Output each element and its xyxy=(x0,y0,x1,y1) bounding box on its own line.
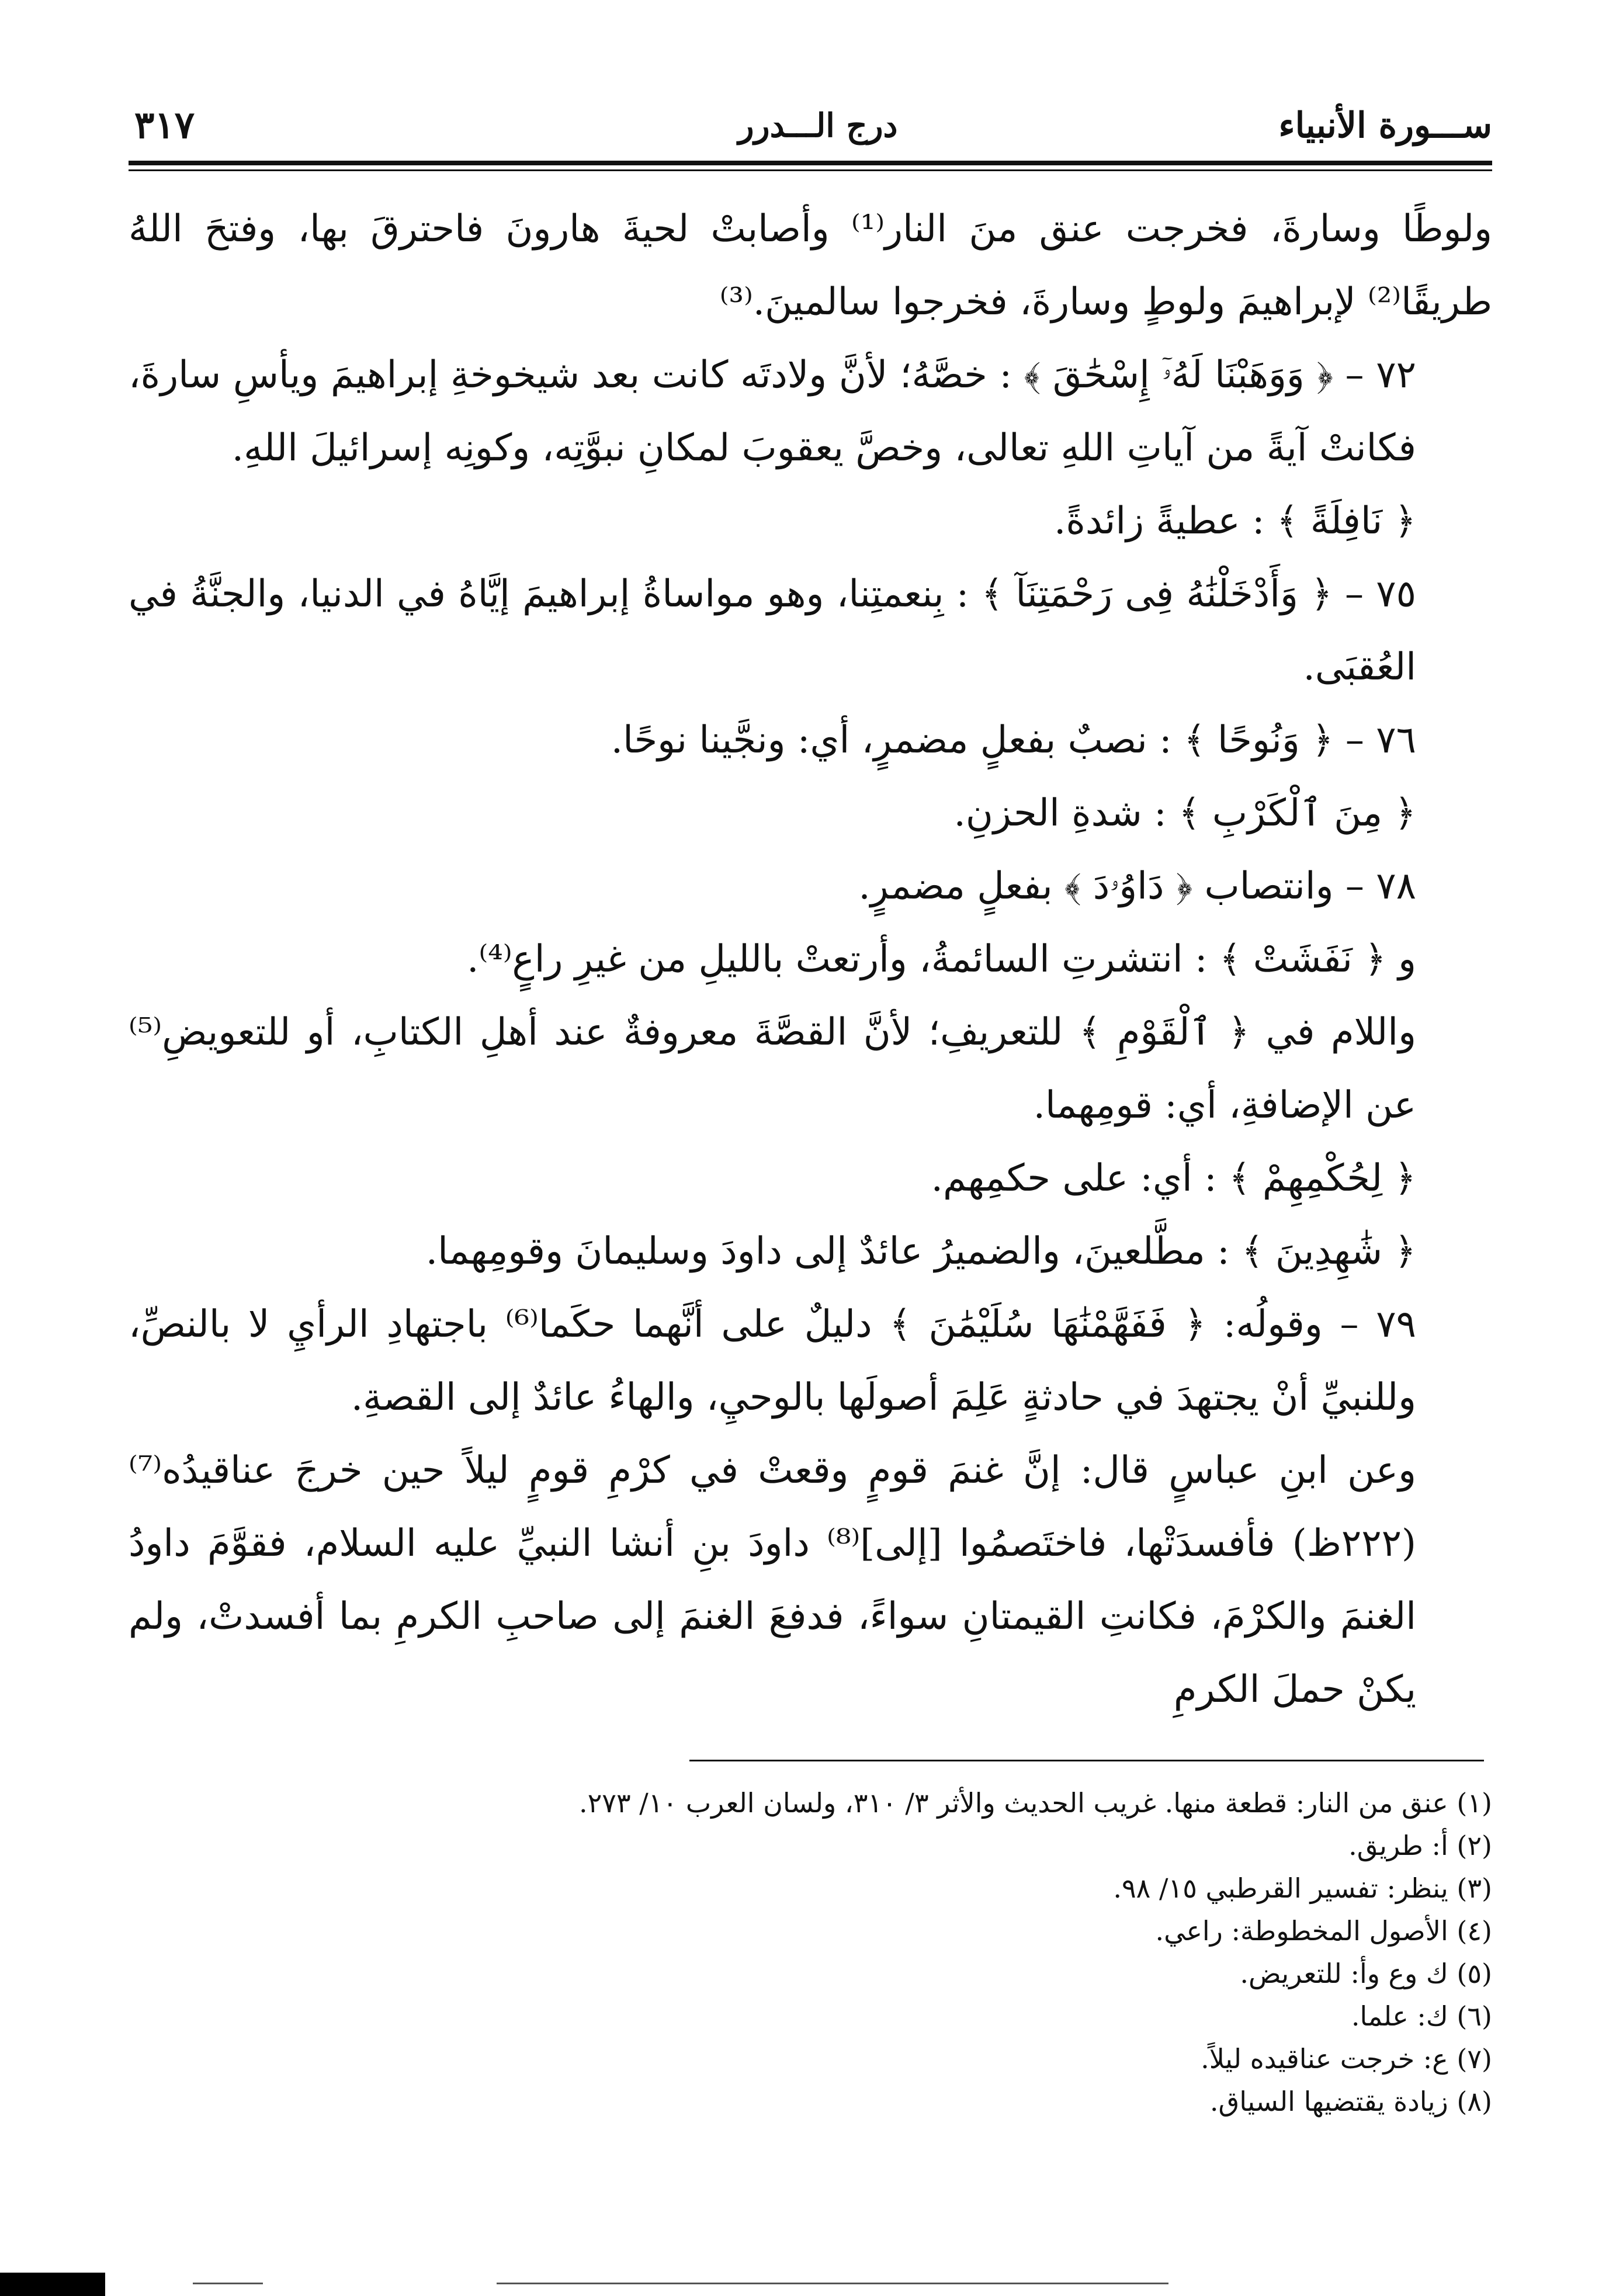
paragraph: ﴿ لِحُكْمِهِمْ ﴾ : أي: على حكمِهم. xyxy=(931,1157,1416,1200)
header-rule-thin xyxy=(129,169,1492,171)
scan-dash xyxy=(497,2283,1168,2284)
footnote: (٨) زيادة يقتضيها السياق. xyxy=(1209,2086,1492,2117)
paragraph: ولوطًا وسارةَ، فخرجت عنق منَ النار⁽¹⁾ وأصابتْ لحيةَ هارونَ فاحترقَ بها، وفتحَ اللهُ طريقًا⁽²⁾ لإبراهيمَ ولوطٍ وسارةَ، فخرجوا سالمينَ.⁽³⁾ xyxy=(129,207,1492,324)
footnote: (١) عنق من النار: قطعة منها. غريب الحديث والأثر ٣/ ٣١٠، ولسان العرب ١٠/ ٢٧٣. xyxy=(578,1787,1492,1819)
footnotes xyxy=(324,1782,1492,2123)
paragraph: ٧٦ – ﴿ وَنُوحًا ﴾ : نصبٌ بفعلٍ مضمرٍ، أي: ونجَّينا نوحًا. xyxy=(611,719,1416,762)
footnote: (٢) أ: طريق. xyxy=(1348,1830,1492,1861)
footnote: (٥) ك وع وأ: للتعريض. xyxy=(1240,1958,1492,1989)
main-text xyxy=(129,193,1492,1726)
page-number: ٣١٧ xyxy=(134,103,195,147)
footnote-separator xyxy=(689,1760,1484,1761)
paragraph: ﴿ نَافِلَةً ﴾ : عطيةً زائدةً. xyxy=(1054,500,1416,543)
surah-title: ســـورة الأنبياء xyxy=(1278,105,1492,146)
paragraph: ٧٨ – وانتصاب ﴿ دَاوُۥدَ ﴾ بفعلٍ مضمرٍ. xyxy=(858,865,1416,908)
header-rule-thick xyxy=(129,161,1492,165)
footnote: (٦) ك: علما. xyxy=(1351,2000,1492,2032)
paragraph: واللام في ﴿ ٱلْقَوْمِ ﴾ للتعريفِ؛ لأنَّ القصَّةَ معروفةٌ عند أهلِ الكتابِ، أو للتعويضِ⁽⁵⁾ عن الإضافةِ، أي: قومِهما. xyxy=(129,1011,1416,1127)
paragraph: ٧٩ – وقولُه: ﴿ فَفَهَّمْنَٰهَا سُلَيْمَٰنَ ﴾ دليلٌ على أنَّهما حكَما⁽⁶⁾ باجتهادِ الرأيِ لا بالنصِّ، وللنبيِّ أنْ يجتهدَ في حادثةٍ عَلِمَ أصولَها بالوحيِ، والهاءُ عائدٌ إلى القصةِ. xyxy=(129,1303,1417,1419)
paragraph: ﴿ مِنَ ٱلْكَرْبِ ﴾ : شدةِ الحزنِ. xyxy=(953,792,1416,835)
paragraph: ٧٢ – ﴿ وَوَهَبْنَا لَهُۥٓ إِسْحَٰقَ ﴾ : خصَّهُ؛ لأنَّ ولادتَه كانت بعد شيخوخةِ إبراهيمَ ويأسِ سارةَ، فكانتْ آيةً من آياتِ اللهِ تعالى، وخصَّ يعقوبَ لمكانِ نبوَّتِه، وكونِه إسرائيلَ اللهِ. xyxy=(129,353,1416,470)
footnote: (٣) ينظر: تفسير القرطبي ١٥/ ٩٨. xyxy=(1113,1872,1492,1904)
paragraph: و ﴿ نَفَشَتْ ﴾ : انتشرتِ السائمةُ، وأرتعتْ بالليلِ من غيرِ راعٍ⁽⁴⁾. xyxy=(467,938,1416,981)
paragraph: ﴿ شَٰهِدِينَ ﴾ : مطَّلعينَ، والضميرُ عائدٌ إلى داودَ وسليمانَ وقومِهما. xyxy=(425,1230,1416,1273)
paragraph: وعن ابنِ عباسٍ قال: إنَّ غنمَ قومٍ وقعتْ في كرْمِ قومٍ ليلاً حين خرجَ عناقيدُه⁽⁷⁾ (٢٢٢ظ) فأفسدَتْها، فاختَصمُوا [إلى]⁽⁸⁾ داودَ بنِ أنشا النبيِّ عليه السلام، فقوَّمَ داودُ الغنمَ والكرْمَ، فكانتِ القيمتانِ سواءً، فدفعَ الغنمَ إلى صاحبِ الكرمِ بما أفسدتْ، ولم يكنْ حملَ الكرمِ xyxy=(129,1449,1416,1711)
scan-edge-mark xyxy=(0,2273,105,2296)
footnote: (٧) ع: خرجت عناقيده ليلاً. xyxy=(1201,2043,1492,2075)
scan-dash xyxy=(193,2283,263,2284)
footnote: (٤) الأصول المخطوطة: راعي. xyxy=(1155,1915,1492,1947)
paragraph: ٧٥ – ﴿ وَأَدْخَلْنَٰهُ فِى رَحْمَتِنَآ ﴾ : بِنعمتِنا، وهو مواساةُ إبراهيمَ إيَّاهُ في الدنيا، والجنَّةُ في العُقبَى. xyxy=(129,573,1416,689)
book-title: درج الـــدرر xyxy=(738,106,898,145)
